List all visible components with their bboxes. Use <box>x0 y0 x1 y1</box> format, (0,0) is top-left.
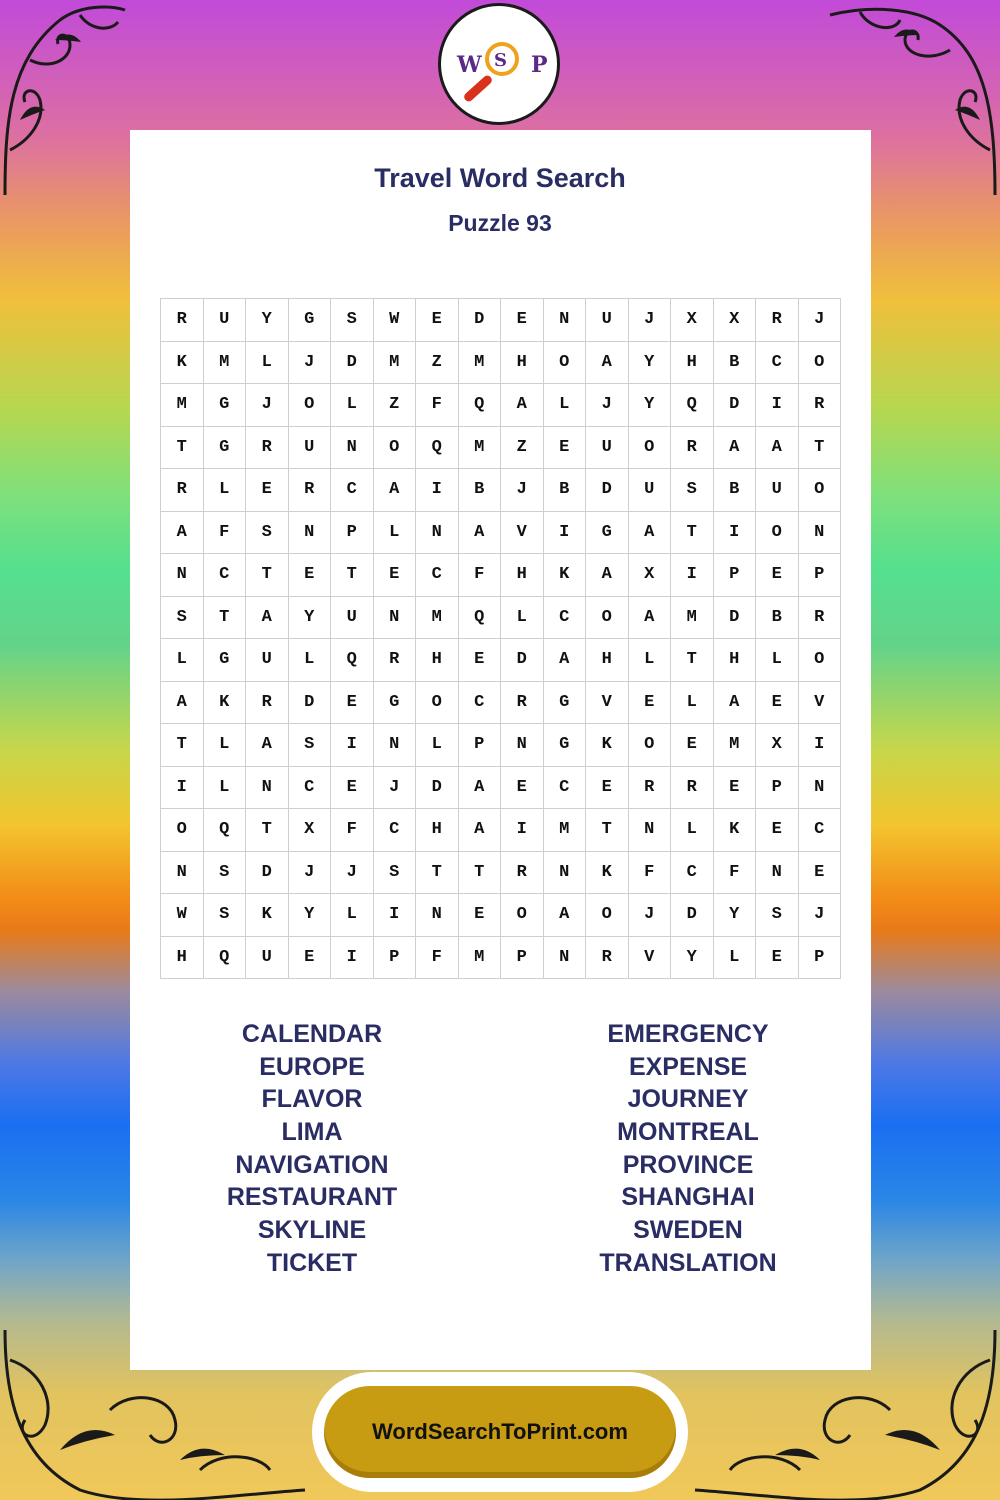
grid-cell[interactable]: P <box>501 936 544 979</box>
grid-cell[interactable]: L <box>288 639 331 682</box>
grid-cell[interactable]: R <box>798 596 841 639</box>
grid-cell[interactable]: Q <box>331 639 374 682</box>
grid-cell[interactable]: E <box>756 809 799 852</box>
grid-cell[interactable]: E <box>713 766 756 809</box>
word-list-item: NAVIGATION <box>235 1150 389 1179</box>
grid-cell[interactable]: F <box>203 511 246 554</box>
grid-cell[interactable]: D <box>288 681 331 724</box>
grid-row <box>161 766 841 809</box>
grid-cell[interactable]: L <box>671 681 714 724</box>
website-link-button[interactable]: WordSearchToPrint.com <box>324 1386 676 1478</box>
word-list-item: SWEDEN <box>633 1216 743 1245</box>
grid-cell[interactable]: N <box>756 851 799 894</box>
grid-cell[interactable]: H <box>501 554 544 597</box>
grid-cell[interactable]: M <box>161 384 204 427</box>
grid-cell[interactable]: X <box>713 299 756 342</box>
grid-cell[interactable]: D <box>246 851 289 894</box>
letter-grid <box>160 298 841 979</box>
grid-cell[interactable]: J <box>586 384 629 427</box>
grid-cell[interactable]: Z <box>373 384 416 427</box>
grid-cell[interactable]: T <box>203 596 246 639</box>
grid-cell[interactable]: C <box>373 809 416 852</box>
grid-cell[interactable]: R <box>756 299 799 342</box>
grid-cell[interactable]: C <box>543 766 586 809</box>
grid-row <box>161 936 841 979</box>
grid-row <box>161 851 841 894</box>
grid-cell[interactable]: R <box>671 426 714 469</box>
puzzle-title: Travel Word Search <box>374 163 626 193</box>
grid-cell[interactable]: O <box>161 809 204 852</box>
grid-cell[interactable]: M <box>671 596 714 639</box>
grid-cell[interactable]: N <box>628 809 671 852</box>
grid-cell[interactable]: Q <box>416 426 459 469</box>
grid-cell[interactable]: T <box>246 809 289 852</box>
grid-cell[interactable]: D <box>671 894 714 937</box>
grid-cell[interactable]: L <box>331 894 374 937</box>
grid-cell[interactable]: F <box>628 851 671 894</box>
grid-cell[interactable]: N <box>161 851 204 894</box>
grid-cell[interactable]: U <box>246 639 289 682</box>
grid-cell[interactable]: G <box>288 299 331 342</box>
grid-row <box>161 681 841 724</box>
word-list-item: EXPENSE <box>628 1052 748 1081</box>
grid-cell[interactable]: U <box>203 299 246 342</box>
grid-row <box>161 426 841 469</box>
grid-cell[interactable]: P <box>331 511 374 554</box>
word-list-item: EMERGENCY <box>607 1020 769 1048</box>
grid-cell[interactable]: P <box>713 554 756 597</box>
grid-cell[interactable]: W <box>161 894 204 937</box>
grid-cell[interactable]: E <box>246 469 289 512</box>
grid-cell[interactable]: R <box>501 681 544 724</box>
grid-cell[interactable]: P <box>373 936 416 979</box>
grid-cell[interactable]: P <box>798 936 841 979</box>
grid-cell[interactable]: R <box>628 766 671 809</box>
logo-letter-s: S <box>494 50 507 71</box>
grid-cell[interactable]: C <box>671 851 714 894</box>
grid-cell[interactable]: E <box>586 766 629 809</box>
grid-cell[interactable]: Y <box>713 894 756 937</box>
grid-cell[interactable]: O <box>586 596 629 639</box>
grid-cell[interactable]: N <box>331 426 374 469</box>
grid-cell[interactable]: O <box>628 724 671 767</box>
grid-cell[interactable]: S <box>288 724 331 767</box>
grid-cell[interactable]: C <box>458 681 501 724</box>
grid-cell[interactable]: X <box>628 554 671 597</box>
grid-cell[interactable]: K <box>543 554 586 597</box>
magnifier-handle-icon <box>462 74 493 103</box>
grid-cell[interactable]: A <box>373 469 416 512</box>
grid-cell[interactable]: J <box>288 341 331 384</box>
grid-row <box>161 639 841 682</box>
grid-cell[interactable]: I <box>756 384 799 427</box>
grid-cell[interactable]: K <box>246 894 289 937</box>
grid-cell[interactable]: A <box>628 596 671 639</box>
grid-cell[interactable]: L <box>671 809 714 852</box>
grid-cell[interactable]: T <box>586 809 629 852</box>
grid-cell[interactable]: E <box>756 554 799 597</box>
grid-cell[interactable]: O <box>798 639 841 682</box>
grid-cell[interactable]: C <box>288 766 331 809</box>
grid-cell[interactable]: R <box>246 681 289 724</box>
grid-cell[interactable]: S <box>161 596 204 639</box>
grid-cell[interactable]: E <box>288 936 331 979</box>
grid-cell[interactable]: T <box>458 851 501 894</box>
grid-cell[interactable]: I <box>331 724 374 767</box>
grid-cell[interactable]: N <box>373 596 416 639</box>
grid-cell[interactable]: T <box>246 554 289 597</box>
grid-cell[interactable]: R <box>501 851 544 894</box>
grid-cell[interactable]: C <box>416 554 459 597</box>
grid-cell[interactable]: L <box>543 384 586 427</box>
grid-cell[interactable]: N <box>416 511 459 554</box>
grid-cell[interactable]: O <box>288 384 331 427</box>
grid-cell[interactable]: O <box>543 341 586 384</box>
grid-cell[interactable]: H <box>586 639 629 682</box>
grid-cell[interactable]: M <box>713 724 756 767</box>
grid-cell[interactable]: A <box>628 511 671 554</box>
grid-cell[interactable]: Y <box>671 936 714 979</box>
word-list-item: SKYLINE <box>257 1216 367 1245</box>
grid-cell[interactable]: D <box>501 639 544 682</box>
grid-cell[interactable]: H <box>416 639 459 682</box>
grid-row <box>161 511 841 554</box>
grid-cell[interactable]: N <box>288 511 331 554</box>
grid-cell[interactable]: T <box>331 554 374 597</box>
grid-cell[interactable]: R <box>161 299 204 342</box>
grid-cell[interactable]: S <box>246 511 289 554</box>
grid-cell[interactable]: C <box>543 596 586 639</box>
grid-cell[interactable]: E <box>543 426 586 469</box>
grid-cell[interactable]: V <box>628 936 671 979</box>
grid-cell[interactable]: H <box>713 639 756 682</box>
grid-cell[interactable]: Z <box>501 426 544 469</box>
grid-cell[interactable]: D <box>331 341 374 384</box>
grid-cell[interactable]: V <box>798 681 841 724</box>
grid-cell[interactable]: P <box>756 766 799 809</box>
grid-cell[interactable]: F <box>713 851 756 894</box>
grid-cell[interactable]: E <box>501 299 544 342</box>
grid-cell[interactable]: U <box>586 299 629 342</box>
grid-cell[interactable]: B <box>458 469 501 512</box>
grid-cell[interactable]: Y <box>288 894 331 937</box>
logo-letter-p: P <box>531 52 548 78</box>
grid-cell[interactable]: P <box>458 724 501 767</box>
grid-cell[interactable]: I <box>161 766 204 809</box>
grid-cell[interactable]: E <box>628 681 671 724</box>
grid-cell[interactable]: E <box>331 681 374 724</box>
grid-cell[interactable]: O <box>798 341 841 384</box>
grid-cell[interactable]: E <box>798 851 841 894</box>
grid-cell[interactable]: A <box>458 766 501 809</box>
grid-cell[interactable]: M <box>373 341 416 384</box>
grid-cell[interactable]: C <box>331 469 374 512</box>
grid-cell[interactable]: A <box>501 384 544 427</box>
grid-cell[interactable]: H <box>671 341 714 384</box>
grid-cell[interactable]: A <box>586 341 629 384</box>
grid-cell[interactable]: A <box>543 639 586 682</box>
grid-cell[interactable]: E <box>458 894 501 937</box>
grid-cell[interactable]: T <box>671 639 714 682</box>
grid-cell[interactable]: L <box>331 384 374 427</box>
word-list-item: EUROPE <box>259 1052 365 1081</box>
grid-cell[interactable]: L <box>203 724 246 767</box>
grid-row <box>161 469 841 512</box>
grid-cell[interactable]: F <box>416 936 459 979</box>
grid-cell[interactable]: I <box>543 511 586 554</box>
grid-cell[interactable]: L <box>416 724 459 767</box>
grid-cell[interactable]: F <box>331 809 374 852</box>
grid-cell[interactable]: W <box>373 299 416 342</box>
grid-cell[interactable]: O <box>373 426 416 469</box>
grid-cell[interactable]: A <box>713 426 756 469</box>
grid-cell[interactable]: Y <box>288 596 331 639</box>
grid-cell[interactable]: S <box>331 299 374 342</box>
word-list-item: TICKET <box>266 1248 358 1277</box>
grid-cell[interactable]: N <box>543 299 586 342</box>
grid-cell[interactable]: Q <box>203 936 246 979</box>
grid-cell[interactable]: Y <box>246 299 289 342</box>
grid-cell[interactable]: V <box>501 511 544 554</box>
grid-cell[interactable]: A <box>246 724 289 767</box>
grid-cell[interactable]: N <box>246 766 289 809</box>
grid-cell[interactable]: M <box>203 341 246 384</box>
grid-cell[interactable]: M <box>543 809 586 852</box>
grid-cell[interactable]: Y <box>628 341 671 384</box>
grid-cell[interactable]: R <box>373 639 416 682</box>
grid-cell[interactable]: B <box>713 469 756 512</box>
word-list-item: LIMA <box>281 1118 343 1147</box>
grid-cell[interactable]: E <box>671 724 714 767</box>
grid-cell[interactable]: O <box>756 511 799 554</box>
grid-cell[interactable]: A <box>458 511 501 554</box>
grid-cell[interactable]: N <box>543 851 586 894</box>
grid-cell[interactable]: F <box>416 384 459 427</box>
grid-cell[interactable]: G <box>586 511 629 554</box>
grid-cell[interactable]: F <box>458 554 501 597</box>
grid-cell[interactable]: I <box>671 554 714 597</box>
grid-cell[interactable]: Q <box>458 596 501 639</box>
grid-cell[interactable]: E <box>756 936 799 979</box>
grid-cell[interactable]: R <box>671 766 714 809</box>
grid-cell[interactable]: K <box>203 681 246 724</box>
grid-cell[interactable]: A <box>543 894 586 937</box>
word-list-item: RESTAURANT <box>226 1183 398 1212</box>
grid-cell[interactable]: T <box>161 426 204 469</box>
grid-cell[interactable]: O <box>628 426 671 469</box>
puzzle-number: Puzzle 93 <box>448 210 552 236</box>
grid-cell[interactable]: M <box>458 341 501 384</box>
grid-cell[interactable]: A <box>713 681 756 724</box>
grid-cell[interactable]: X <box>756 724 799 767</box>
word-list-item: FLAVOR <box>261 1085 363 1114</box>
grid-cell[interactable]: I <box>501 809 544 852</box>
grid-cell[interactable]: C <box>798 809 841 852</box>
grid-cell[interactable]: J <box>288 851 331 894</box>
grid-cell[interactable]: N <box>798 766 841 809</box>
grid-cell[interactable]: J <box>628 894 671 937</box>
grid-cell[interactable]: T <box>671 511 714 554</box>
grid-cell[interactable]: R <box>246 426 289 469</box>
grid-cell[interactable]: D <box>713 384 756 427</box>
grid-row <box>161 596 841 639</box>
grid-cell[interactable]: L <box>203 469 246 512</box>
grid-cell[interactable]: G <box>543 724 586 767</box>
grid-cell[interactable]: O <box>416 681 459 724</box>
grid-cell[interactable]: G <box>203 639 246 682</box>
grid-cell[interactable]: C <box>203 554 246 597</box>
grid-row <box>161 809 841 852</box>
grid-cell[interactable]: I <box>331 936 374 979</box>
grid-cell[interactable]: L <box>756 639 799 682</box>
grid-cell[interactable]: E <box>288 554 331 597</box>
grid-cell[interactable]: L <box>501 596 544 639</box>
grid-row <box>161 384 841 427</box>
grid-cell[interactable]: J <box>373 766 416 809</box>
grid-cell[interactable]: I <box>373 894 416 937</box>
grid-cell[interactable]: A <box>756 426 799 469</box>
word-list-item: MONTREAL <box>617 1118 759 1147</box>
grid-cell[interactable]: I <box>713 511 756 554</box>
grid-cell[interactable]: K <box>586 724 629 767</box>
word-list-item: SHANGHAI <box>621 1183 755 1212</box>
grid-cell[interactable]: N <box>798 511 841 554</box>
grid-cell[interactable]: T <box>416 851 459 894</box>
grid-cell[interactable]: E <box>331 766 374 809</box>
grid-cell[interactable]: L <box>628 639 671 682</box>
grid-cell[interactable]: L <box>373 511 416 554</box>
grid-cell[interactable]: T <box>798 426 841 469</box>
grid-cell[interactable]: A <box>246 596 289 639</box>
grid-cell[interactable]: G <box>203 426 246 469</box>
grid-cell[interactable]: R <box>288 469 331 512</box>
grid-row <box>161 341 841 384</box>
grid-cell[interactable]: U <box>246 936 289 979</box>
word-list-right <box>558 1018 818 1280</box>
grid-cell[interactable]: A <box>586 554 629 597</box>
grid-cell[interactable]: R <box>586 936 629 979</box>
grid-cell[interactable]: I <box>798 724 841 767</box>
grid-cell[interactable]: V <box>586 681 629 724</box>
grid-cell[interactable]: Q <box>458 384 501 427</box>
grid-cell[interactable]: A <box>161 511 204 554</box>
grid-cell[interactable]: H <box>416 809 459 852</box>
grid-cell[interactable]: Z <box>416 341 459 384</box>
grid-cell[interactable]: E <box>501 766 544 809</box>
grid-cell[interactable]: G <box>543 681 586 724</box>
grid-cell[interactable]: P <box>798 554 841 597</box>
site-logo[interactable] <box>438 3 560 125</box>
grid-cell[interactable]: D <box>416 766 459 809</box>
grid-cell[interactable]: J <box>331 851 374 894</box>
grid-cell[interactable]: S <box>671 469 714 512</box>
grid-row <box>161 299 841 342</box>
grid-cell[interactable]: J <box>628 299 671 342</box>
grid-cell[interactable]: S <box>373 851 416 894</box>
grid-cell[interactable]: B <box>756 596 799 639</box>
grid-cell[interactable]: R <box>798 384 841 427</box>
grid-cell[interactable]: S <box>203 894 246 937</box>
grid-cell[interactable]: Q <box>203 809 246 852</box>
grid-cell[interactable]: J <box>798 299 841 342</box>
grid-cell[interactable]: L <box>246 341 289 384</box>
grid-cell[interactable]: L <box>161 639 204 682</box>
grid-cell[interactable]: D <box>458 299 501 342</box>
word-list-item: TRANSLATION <box>599 1248 777 1277</box>
grid-cell[interactable]: O <box>798 469 841 512</box>
grid-cell[interactable]: X <box>671 299 714 342</box>
grid-cell[interactable]: M <box>416 596 459 639</box>
grid-cell[interactable]: N <box>161 554 204 597</box>
grid-cell[interactable]: K <box>713 809 756 852</box>
word-list-item: CALENDAR <box>241 1020 383 1048</box>
grid-cell[interactable]: J <box>798 894 841 937</box>
grid-cell[interactable]: O <box>501 894 544 937</box>
grid-cell[interactable]: S <box>203 851 246 894</box>
grid-cell[interactable]: N <box>373 724 416 767</box>
grid-cell[interactable]: E <box>373 554 416 597</box>
grid-cell[interactable]: G <box>373 681 416 724</box>
grid-row <box>161 554 841 597</box>
grid-cell[interactable]: U <box>331 596 374 639</box>
grid-cell[interactable]: M <box>458 426 501 469</box>
grid-cell[interactable]: N <box>501 724 544 767</box>
grid-cell[interactable]: T <box>161 724 204 767</box>
grid-cell[interactable]: B <box>713 341 756 384</box>
grid-cell[interactable]: O <box>586 894 629 937</box>
grid-cell[interactable]: H <box>161 936 204 979</box>
grid-cell[interactable]: A <box>161 681 204 724</box>
grid-cell[interactable]: N <box>416 894 459 937</box>
grid-cell[interactable]: E <box>416 299 459 342</box>
grid-cell[interactable]: H <box>501 341 544 384</box>
grid-cell[interactable]: Q <box>671 384 714 427</box>
grid-row <box>161 894 841 937</box>
grid-cell[interactable]: N <box>543 936 586 979</box>
grid-cell[interactable]: M <box>458 936 501 979</box>
grid-cell[interactable]: U <box>628 469 671 512</box>
grid-cell[interactable]: D <box>586 469 629 512</box>
grid-cell[interactable]: X <box>288 809 331 852</box>
grid-cell[interactable]: E <box>458 639 501 682</box>
grid-cell[interactable]: U <box>288 426 331 469</box>
grid-cell[interactable]: C <box>756 341 799 384</box>
grid-cell[interactable]: L <box>203 766 246 809</box>
grid-cell[interactable]: U <box>586 426 629 469</box>
grid-cell[interactable]: A <box>458 809 501 852</box>
grid-cell[interactable]: J <box>246 384 289 427</box>
word-list-item: PROVINCE <box>622 1150 754 1179</box>
word-list-left <box>182 1018 442 1280</box>
grid-cell[interactable]: K <box>161 341 204 384</box>
grid-cell[interactable]: D <box>713 596 756 639</box>
grid-row <box>161 724 841 767</box>
word-list-item: JOURNEY <box>627 1085 749 1114</box>
grid-cell[interactable]: Y <box>628 384 671 427</box>
grid-cell[interactable]: I <box>416 469 459 512</box>
grid-cell[interactable]: K <box>586 851 629 894</box>
grid-cell[interactable]: B <box>543 469 586 512</box>
grid-cell[interactable]: R <box>161 469 204 512</box>
grid-cell[interactable]: S <box>756 894 799 937</box>
grid-cell[interactable]: J <box>501 469 544 512</box>
grid-cell[interactable]: U <box>756 469 799 512</box>
grid-cell[interactable]: G <box>203 384 246 427</box>
logo-letter-w: W <box>457 52 482 78</box>
grid-cell[interactable]: L <box>713 936 756 979</box>
grid-cell[interactable]: E <box>756 681 799 724</box>
